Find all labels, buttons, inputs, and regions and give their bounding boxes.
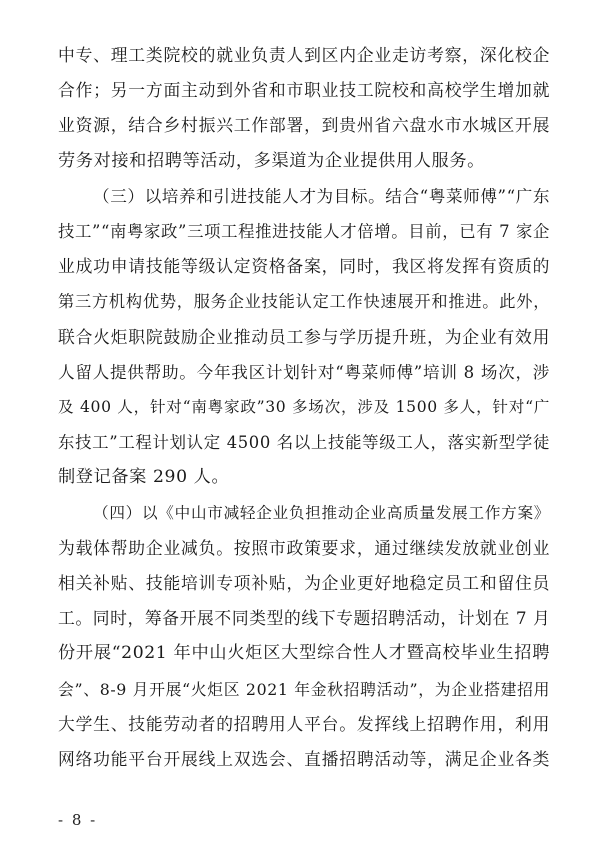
page-number: - 8 - (58, 811, 98, 829)
text-line: 中专、理工类院校的就业负责人到区内企业走访考察，深化校企 (58, 45, 550, 65)
text-line: 技工”“南粤家政”三项工程推进技能人才倍增。目前，已有 7 家企 (58, 222, 550, 242)
paragraph-2 (58, 179, 550, 496)
text-line: 份开展“2021 年中山火炬区大型综合性人才暨高校毕业生招聘 (58, 643, 550, 664)
text-line: 网络功能平台开展线上双选会、直播招聘活动等，满足企业各类 (58, 749, 550, 770)
text-line: 制登记备案 290 人。 (58, 467, 230, 488)
text-line: 人留人提供帮助。今年我区计划针对“粤菜师傅”培训 8 场次，涉 (58, 362, 550, 382)
body-text (58, 38, 550, 777)
text-line: 联合火炬职院鼓励企业推动员工参与学历提升班，为企业有效用 (58, 326, 550, 347)
text-line: 工。同时，筹备开展不同类型的线下专题招聘活动，计划在 7 月 (58, 608, 551, 629)
text-line: 及 400 人，针对“南粤家政”30 多场次，涉及 1500 多人，针对“广 (58, 398, 550, 417)
paragraph-1 (58, 38, 550, 179)
text-line: 劳务对接和招聘等活动，多渠道为企业提供用人服务。 (58, 150, 485, 171)
text-line: 第三方机构优势，服务企业技能认定工作快速展开和推进。此外， (58, 292, 550, 312)
text-line: 会”、8-9 月开展“火炬区 2021 年金秋招聘活动”，为企业搭建招用 (58, 679, 550, 699)
text-line: 为载体帮助企业减负。按照市政策要求，通过继续发放就业创业 (58, 537, 550, 558)
paragraph-3 (58, 496, 550, 778)
text-line: 业资源，结合乡村振兴工作部署，到贵州省六盘水市水城区开展 (58, 115, 550, 136)
text-line: （三）以培养和引进技能人才为目标。结合“粤菜师傅”“广东 (93, 186, 551, 206)
text-line: （四）以《中山市减轻企业负担推动企业高质量发展工作方案》 (93, 503, 550, 522)
text-line: 业成功申请技能等级认定资格备案，同时，我区将发挥有资质的 (58, 256, 550, 277)
text-line: 相关补贴、技能培训专项补贴，为企业更好地稳定员工和留住员 (58, 573, 550, 594)
text-line: 东技工”工程计划认定 4500 名以上技能等级工人，落实新型学徒 (58, 433, 550, 453)
text-line: 大学生、技能劳动者的招聘用人平台。发挥线上招聘作用，利用 (58, 713, 550, 734)
text-line: 合作；另一方面主动到外省和市职业技工院校和高校学生增加就 (58, 80, 550, 101)
